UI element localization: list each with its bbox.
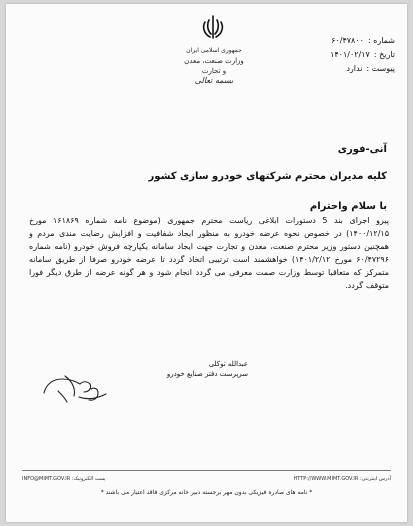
footer-note: * نامه های صادره فیزیکی بدون مهر برجسته دبیر خانه مرکزی فاقد اعتبار می باشند *: [100, 489, 313, 496]
iran-emblem-icon: [198, 12, 228, 42]
country-name: جمهوری اسلامی ایران: [186, 47, 242, 54]
letter-page: [6, 4, 407, 522]
salutation: با سلام واحترام: [309, 201, 387, 212]
addressee-line: کلیه مدیران محترم شرکتهای خودرو سازی کشور: [148, 171, 387, 182]
footer-email: پست الکترونیک: INFO@MIMT.GOV.IR: [22, 476, 106, 482]
date-value: ۱۴۰۱/۰۲/۱۷: [330, 50, 370, 59]
attachment-row: [285, 62, 395, 76]
footer-contacts: [22, 471, 391, 483]
ministry-name: وزارت صنعت، معدن و تجارت: [184, 57, 244, 75]
letter-body: پیرو اجرای بند 5 دستورات ابلاغی ریاست محترم جمهوری (موضوع نامه شماره ۱۶۱۸۶۹ مورخ ۱۴۰۰/۱۲/۱۵) در خصوص نحوه عرضه خودرو به منظور ایجاد شفافیت و افزایش رضایت مندی مردم و همچنین دستور وزیر محترم صنعت، معدن و تجارت جهت ایجاد سامانه یکپارچه فروش خودرو (نامه شماره ۶۰/۴۷۲۹۶ مورخ ۱۴۰۱/۲/۱۲) خواهشمند است ترتیبی اتخاذ گردد تا عرضه خودرو صرفا از طریق سامانه متمرکز که متعاقبا توسط وزارت صمت معرفی می گردد انجام شود و هر گونه عرضه از طرق دیگر فورا متوقف گردد.: [29, 216, 390, 290]
footer-address: آدرس اینترنتی: HTTP://WWW.MIMT.GOV.IR: [293, 476, 391, 482]
number-label: شماره :: [367, 36, 395, 45]
number-value: ۶۰/۴۷۸۰۰: [331, 36, 364, 45]
attachment-label: پیوست :: [366, 64, 395, 73]
urgency-label: آنی-فوری: [337, 144, 387, 155]
handwritten-signature: [34, 361, 119, 416]
ministry-text: [184, 46, 244, 86]
date-label: تاریخ :: [373, 50, 395, 59]
letter-meta: [285, 34, 395, 76]
letter-footer: [22, 470, 391, 497]
number-row: [285, 34, 395, 48]
attachment-value: ندارد: [346, 64, 363, 73]
bismillah-text: بسمه تعالی: [194, 76, 234, 85]
ministry-header: [184, 12, 244, 84]
signatory-name: عبدالله توکلی: [208, 360, 248, 368]
date-row: [285, 48, 395, 62]
signature-block: [128, 359, 248, 379]
signatory-title: سرپرست دفتر صنایع خودرو: [166, 370, 248, 378]
